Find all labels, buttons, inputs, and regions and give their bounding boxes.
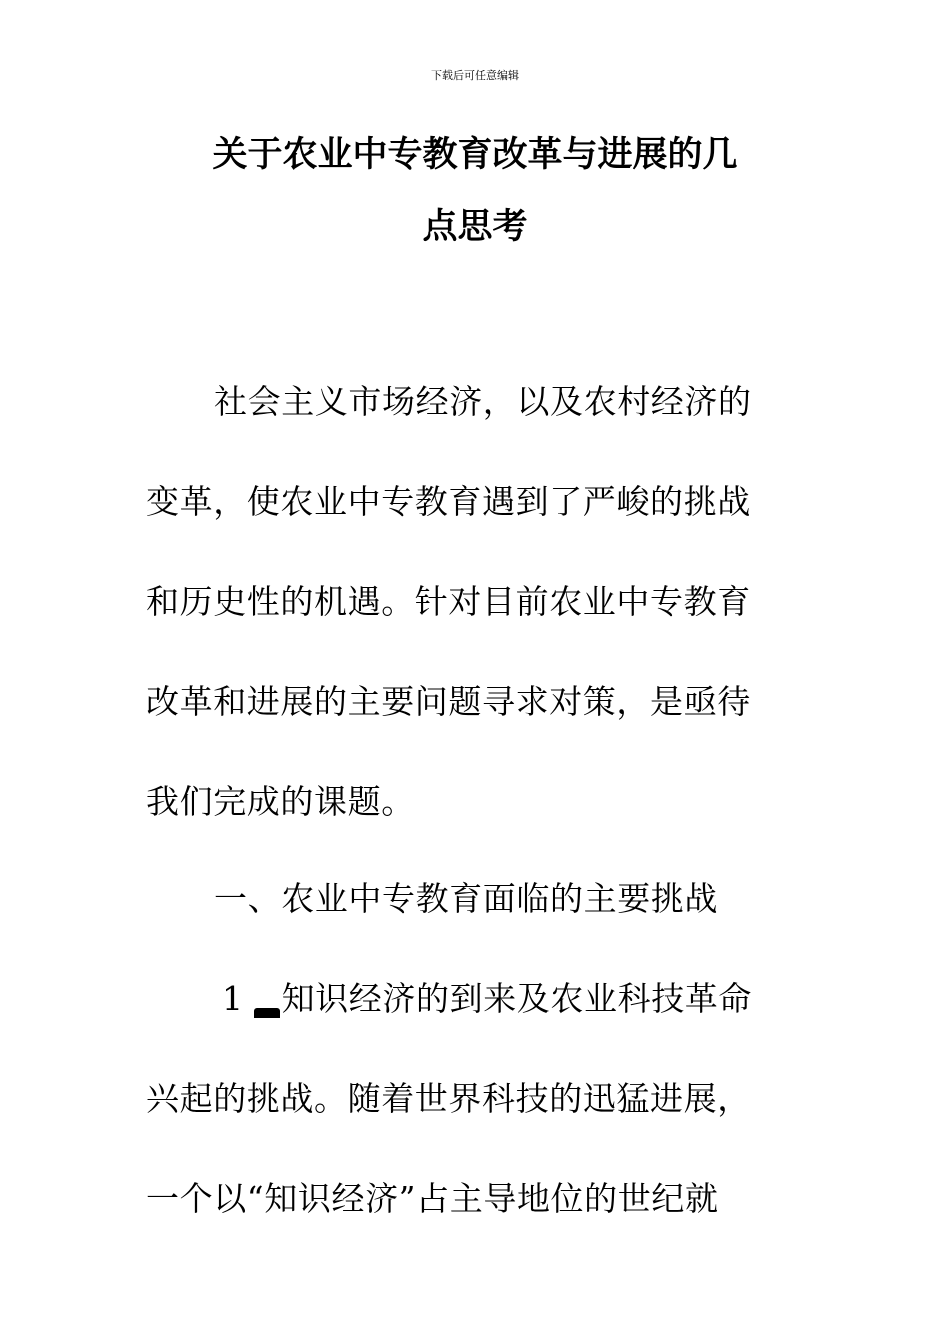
list-item-line bbox=[222, 978, 752, 1020]
list-item-text: 知识经济的到来及农业科技革命 bbox=[281, 979, 753, 1018]
document-title-line-2: 点思考 bbox=[422, 207, 528, 247]
paragraph-line: 变革，使农业中专教育遇到了严峻的挑战 bbox=[146, 482, 751, 521]
document-title-line-1: 关于农业中专教育改革与进展的几 bbox=[212, 135, 738, 175]
paragraph-line: 社会主义市场经济，以及农村经济的 bbox=[214, 382, 752, 421]
paragraph-line: 改革和进展的主要问题寻求对策，是亟待 bbox=[146, 682, 751, 721]
paragraph-line: 和历史性的机遇。针对目前农业中专教育 bbox=[146, 582, 751, 621]
paragraph-line: 一个以“知识经济”占主导地位的世纪就 bbox=[146, 1179, 719, 1218]
paragraph-line: 我们完成的课题。 bbox=[146, 782, 415, 821]
header-note: 下载后可任意编辑 bbox=[431, 69, 519, 82]
list-item-number: 1 bbox=[222, 979, 244, 1018]
section-heading: 一、农业中专教育面临的主要挑战 bbox=[214, 879, 718, 918]
paragraph-line: 兴起的挑战。随着世界科技的迅猛进展， bbox=[146, 1079, 751, 1118]
list-marker-glyph bbox=[254, 1008, 280, 1018]
